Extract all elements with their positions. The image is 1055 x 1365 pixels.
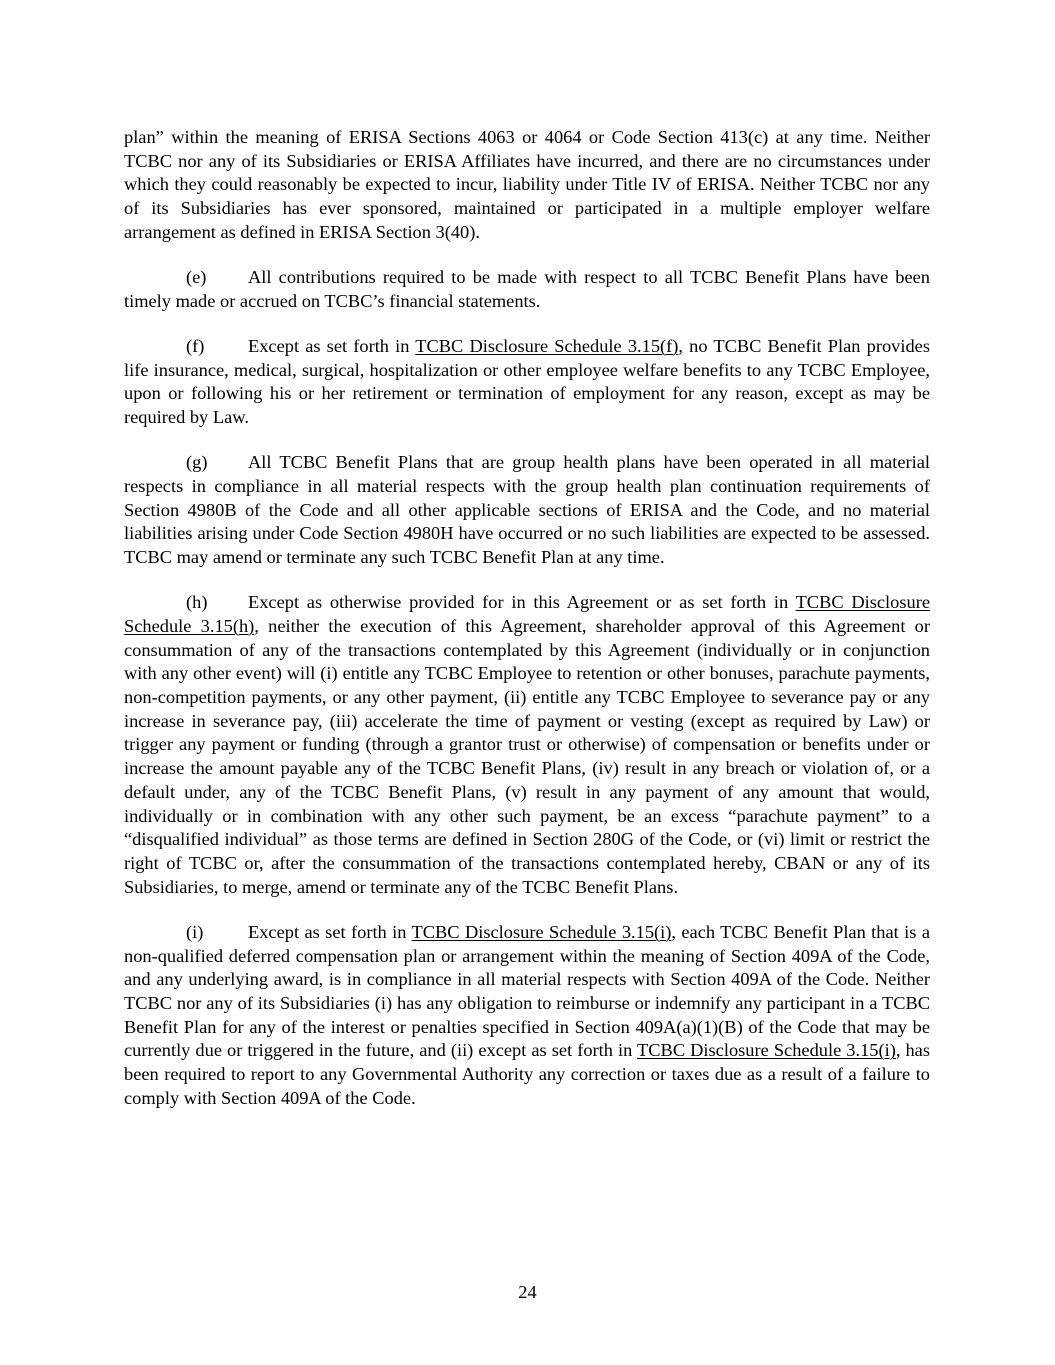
paragraph-i-label: (i) <box>186 921 204 942</box>
paragraph-g-label: (g) <box>186 452 208 473</box>
paragraph-h-label: (h) <box>186 592 208 613</box>
paragraph-h-text-1: Except as otherwise provided for in this Agreement or as set forth in <box>248 592 796 613</box>
paragraph-e <box>124 266 930 313</box>
paragraph-h <box>124 591 930 899</box>
schedule-3-15-i-reference: TCBC Disclosure Schedule 3.15(i) <box>411 921 672 942</box>
paragraph-g <box>124 451 930 570</box>
paragraph-f-text-2: , no TCBC Benefit Plan provides life insurance, medical, surgical, hospitalization or other employee welfare benefits to any TCBC Employee, upon or following his or her retirement or termination of employment for any reason, except as may be required by Law. <box>124 335 930 428</box>
paragraph-h-text-2: , neither the execution of this Agreement, shareholder approval of this Agreement or consummation of any of the transactions contemplated by this Agreement (individually or in conjunction with any other event) will (i) entitle any TCBC Employee to retention or other bonuses, parachute payments, non-competition payments, or any other payment, (ii) entitle any TCBC Employee to severance pay or any increase in severance pay, (iii) accelerate the time of payment or vesting (except as required by Law) or trigger any payment or funding (through a grantor trust or otherwise) of compensation or benefits under or increase the amount payable any of the TCBC Benefit Plans, (iv) result in any breach or violation of, or a default under, any of the TCBC Benefit Plans, (v) result in any payment of any amount that would, individually or in combination with any other such payment, be an excess “parachute payment” to a “disqualified individual” as those terms are defined in Section 280G of the Code, or (vi) limit or restrict the right of TCBC or, after the consummation of the transactions contemplated hereby, CBAN or any of its Subsidiaries, to merge, amend or terminate any of the TCBC Benefit Plans. <box>124 615 930 897</box>
paragraph-i-text-3: , has been required to report to any Governmental Authority any correction or taxes due as a result of a failure to comply with Section 409A of the Code. <box>124 1040 930 1108</box>
document-body <box>124 126 930 1132</box>
schedule-3-15-i-reference-second: TCBC Disclosure Schedule 3.15(i) <box>637 1040 896 1061</box>
paragraph-e-text: All contributions required to be made with respect to all TCBC Benefit Plans have been timely made or accrued on TCBC’s financial statements. <box>124 267 930 311</box>
lead-paragraph: plan” within the meaning of ERISA Sections 4063 or 4064 or Code Section 413(c) at any time. Neither TCBC nor any of its Subsidiaries or ERISA Affiliates have incurred, and there are no circumstances under which they could reasonably be expected to incur, liability under Title IV of ERISA. Neither TCBC nor any of its Subsidiaries has ever sponsored, maintained or participated in a multiple employer welfare arrangement as defined in ERISA Section 3(40). <box>124 127 930 242</box>
paragraph-i-text-1: Except as set forth in <box>248 921 412 942</box>
schedule-3-15-h-reference: TCBC Disclosure Schedule 3.15(h) <box>124 592 930 636</box>
paragraph-f-text-1: Except as set forth in <box>248 335 416 356</box>
schedule-3-15-f-reference: TCBC Disclosure Schedule 3.15(f) <box>415 335 679 356</box>
paragraph-f <box>124 335 930 430</box>
page-number: 24 <box>518 1282 537 1302</box>
paragraph-i-text-2: , each TCBC Benefit Plan that is a non-qualified deferred compensation plan or arrangement within the meaning of Section 409A of the Code, and any underlying award, is in compliance in all material respects with Section 409A of the Code. Neither TCBC nor any of its Subsidiaries (i) has any obligation to reimburse or indemnify any participant in a TCBC Benefit Plan for any of the interest or penalties specified in Section 409A(a)(1)(B) of the Code that may be currently due or triggered in the future, and (ii) except as set forth in <box>124 921 930 1061</box>
paragraph-e-label: (e) <box>186 267 207 288</box>
paragraph-i <box>124 921 930 1111</box>
paragraph-f-label: (f) <box>186 335 205 356</box>
paragraph-g-text: All TCBC Benefit Plans that are group health plans have been operated in all material respects in compliance in all material respects with the group health plan continuation requirements of Section 4980B of the Code and all other applicable sections of ERISA and the Code, and no material liabilities arising under Code Section 4980H have occurred or no such liabilities are expected to be assessed. TCBC may amend or terminate any such TCBC Benefit Plan at any time. <box>124 452 930 568</box>
